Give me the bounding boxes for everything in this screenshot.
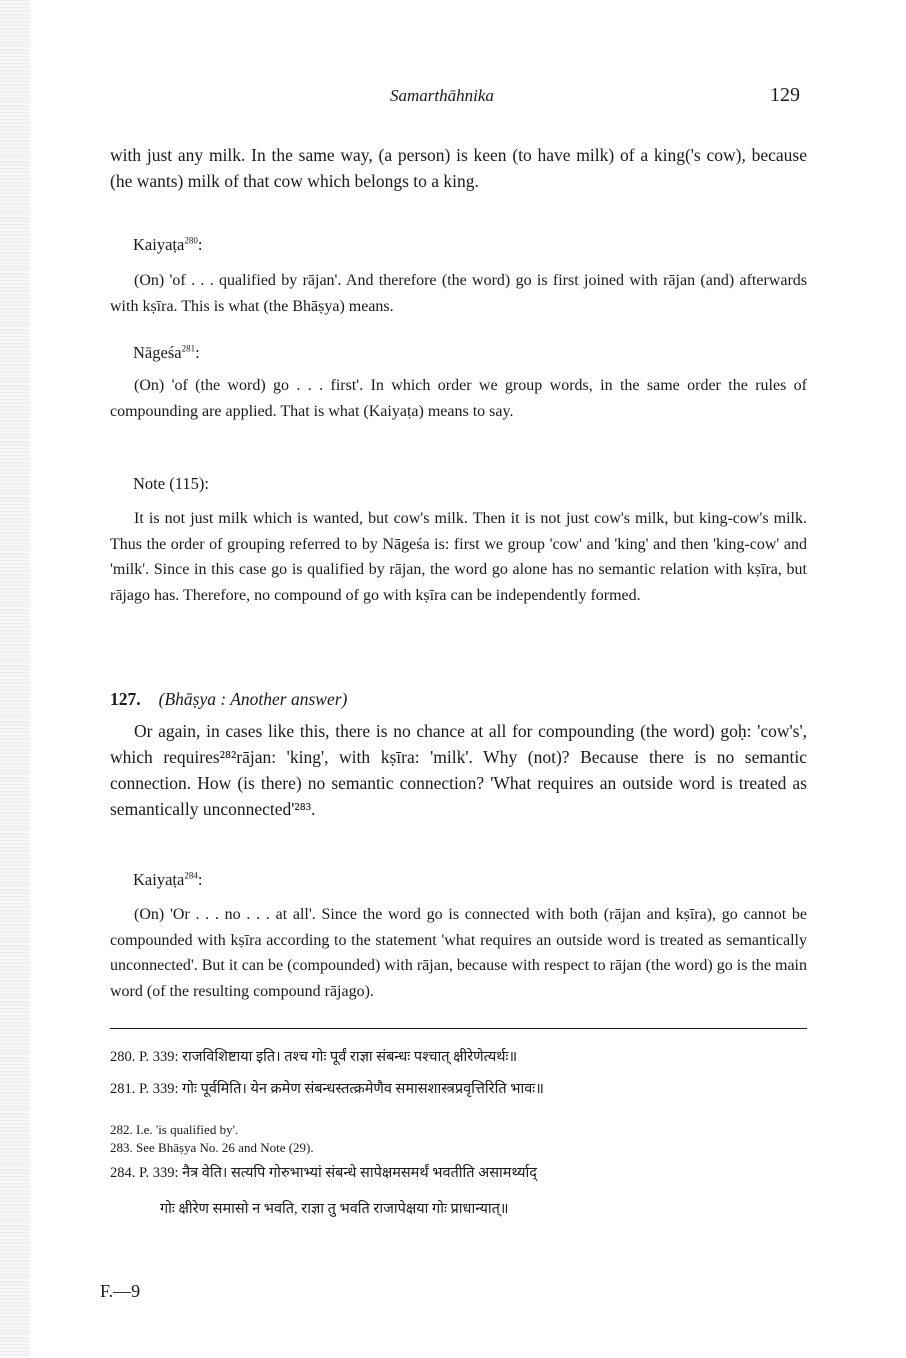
- kaiyata-heading-284: Kaiyaṭa$^{284}$:: [133, 870, 203, 889]
- footnote-ref-281: 281: [181, 343, 196, 354]
- paragraph-continuation: with just any milk. In the same way, (a person) is keen (to have milk) of a king('s cow), because (he wants) milk of that cow which belongs to a king.: [110, 145, 807, 191]
- running-title: Samarthāhnika: [390, 86, 494, 105]
- section-number: 127.: [110, 689, 141, 709]
- footnote-283: 283. See Bhāṣya No. 26 and Note (29).: [110, 1140, 314, 1155]
- signature-mark: F.—9: [100, 1281, 141, 1301]
- bhasya-text: Or again, in cases like this, there is no chance at all for compounding (the word) goḥ: 'cow's', which requires²⁸²rājan: 'king', with kṣīra: 'milk'. Why (not)? Because there is no semantic connection. How (is there) no semantic connection? 'What requires an outside word is treated as semantically unconnected'²⁸³.: [110, 721, 807, 819]
- nagesa-commentary-281: (On) 'of (the word) go . . . first'. In which order we group words, in the same order the rules of compounding are applied. That is what (Kaiyaṭa) means to say.: [110, 377, 807, 420]
- kaiyata-label: Kaiyaṭa: [133, 235, 185, 254]
- nagesa-label: Nāgeśa: [133, 343, 182, 362]
- page-number: 129: [770, 84, 800, 106]
- footnote-280: 280. P. 339: राजविशिष्टाया इति। तश्च गोः पूर्वं राज्ञा संबन्धः पश्चात् क्षीरेणेत्यर्थः॥: [110, 1049, 518, 1065]
- note-heading: Note (115):: [133, 474, 209, 493]
- kaiyata-commentary-284: (On) 'Or . . . no . . . at all'. Since the word go is connected with both (rājan and kṣīra), go cannot be compounded with kṣīra according to the statement 'what requires an outside word is treated as semantically unconnected'. But it can be (compounded) with rājan, because with respect to rājan (the word) go is the main word (of the resulting compound rājago).: [110, 906, 807, 1000]
- note-115-text: It is not just milk which is wanted, but cow's milk. Then it is not just cow's milk, but king-cow's milk. Thus the order of grouping referred to by Nāgeśa is: first we group 'cow' and 'king' and then 'king-cow' and 'milk'. Since in this case go is qualified by rājan, the word go alone has no semantic relation with kṣīra, but rājago has. Therefore, no compound of go with kṣīra can be independently formed.: [110, 510, 807, 604]
- section-heading: [110, 689, 347, 710]
- footnote-ref-284: 284: [184, 870, 198, 881]
- footnote-284-continuation: गोः क्षीरेण समासो न भवति, राज्ञा तु भवति राजापेक्षया गोः प्राधान्यात्॥: [160, 1201, 509, 1217]
- footnote-divider: [110, 1028, 807, 1029]
- scanned-page-edge: [0, 0, 30, 1358]
- kaiyata-commentary-280: (On) 'of . . . qualified by rājan'. And therefore (the word) go is first joined with rājan (and) afterwards with kṣīra. This is what (the Bhāṣya) means.: [110, 272, 807, 315]
- footnote-284: 284. P. 339: नैत्र वेति। सत्यपि गोरुभाभ्यां संबन्धे सापेक्षमसमर्थं भवतीति असामर्थ्याद्: [110, 1165, 537, 1181]
- kaiyata-label: Kaiyaṭa: [133, 870, 185, 889]
- footnote-281: 281. P. 339: गोः पूर्वमिति। येन क्रमेण संबन्धस्तत्क्रमेणैव समासशास्त्रप्रवृत्तिरिति भावः॥: [110, 1081, 544, 1097]
- footnote-ref-280: 280: [184, 235, 198, 246]
- footnote-282: 282. I.e. 'is qualified by'.: [110, 1122, 239, 1137]
- kaiyata-heading-280: Kaiyaṭa$^{280}$:: [133, 235, 203, 254]
- nagesa-heading-281: Nāgeśa$^{281}$:: [133, 343, 200, 362]
- section-title: (Bhāṣya : Another answer): [158, 689, 348, 709]
